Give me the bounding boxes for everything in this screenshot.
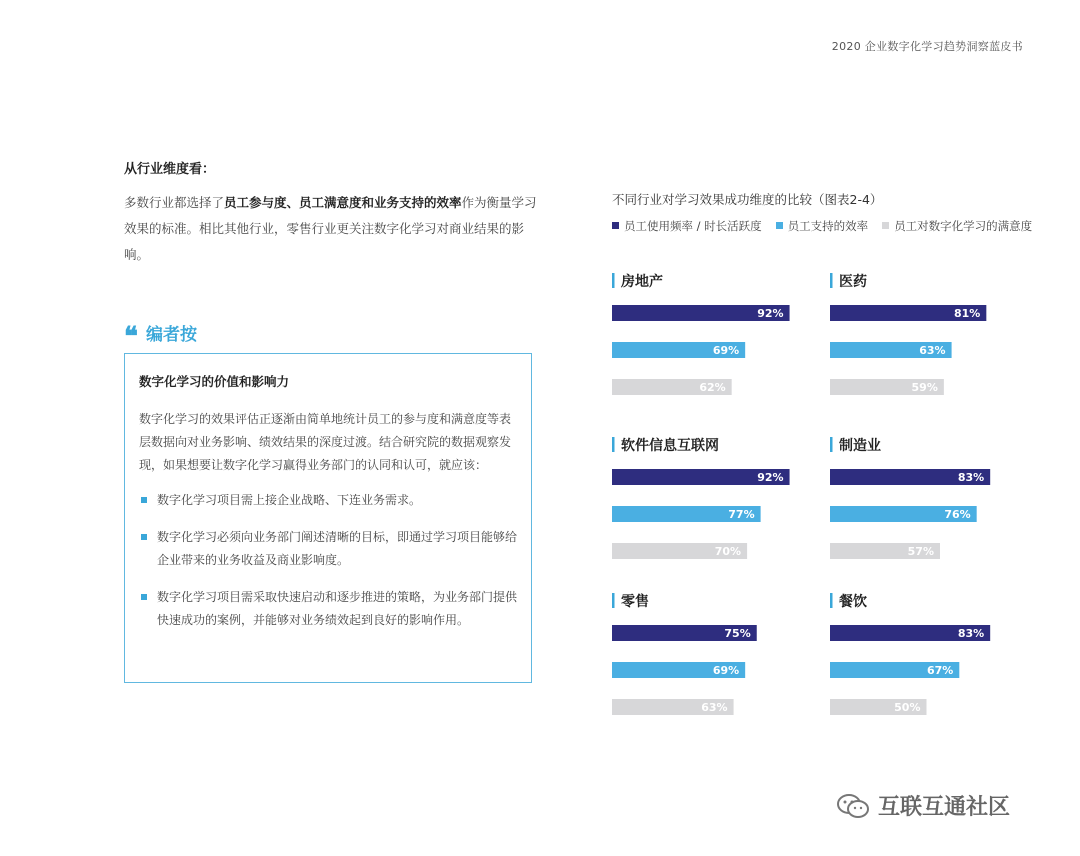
bar-value-label: 77%	[728, 508, 755, 521]
panel-category-label: 零售	[621, 594, 649, 610]
section-heading: 从行业维度看：	[124, 162, 216, 177]
page-header-title: 2020 企业数字化学习趋势洞察蓝皮书	[831, 40, 1023, 53]
chart-panel	[612, 273, 790, 395]
watermark-text: 互联互通社区	[878, 795, 1011, 820]
wechat-icon	[836, 792, 870, 820]
bar-value-label: 59%	[911, 381, 938, 394]
editor-note-label: 编者按	[146, 325, 197, 345]
bar-value-label: 63%	[701, 701, 728, 714]
chart-panel	[612, 593, 757, 715]
chart-panel	[830, 593, 990, 715]
bar-value-label: 70%	[714, 545, 742, 558]
bar-value-label: 57%	[907, 545, 935, 558]
legend-label: 员工使用频率 / 时长活跃度	[624, 219, 762, 233]
bar-value-label: 92%	[757, 307, 784, 320]
panel-marker	[830, 273, 833, 288]
bar-value-label: 50%	[894, 701, 921, 714]
legend-label: 员工支持的效率	[787, 219, 869, 233]
bullet-text: 数字化学习项目需上接企业战略、下连业务需求。	[157, 493, 422, 507]
panel-category-label: 餐饮	[839, 594, 867, 610]
legend-label: 员工对数字化学习的满意度	[894, 219, 1033, 233]
panel-marker	[612, 273, 615, 288]
bar-value-label: 69%	[712, 664, 740, 677]
panel-marker	[612, 593, 615, 608]
box-title: 数字化学习的价值和影响力	[139, 374, 290, 389]
bar-value-label: 81%	[953, 307, 981, 320]
watermark	[836, 790, 1010, 821]
chart-title: 不同行业对学习效果成功维度的比较（图表2-4）	[612, 192, 883, 207]
bar-value-label: 75%	[724, 627, 751, 640]
panel-marker	[830, 593, 833, 608]
intro-bold-text: 员工参与度、员工满意度和业务支持的效率	[224, 195, 462, 210]
bullet-text: 数字化学习项目需采取快速启动和逐步推进的策略，为业务部门提供快速成功的案例，并能够对业务绩效起到良好的影响作用。	[157, 590, 518, 627]
bar-value-label: 62%	[699, 381, 726, 394]
chart-panel	[612, 437, 790, 559]
chart-panel	[830, 273, 986, 395]
bullet-text: 数字化学习必须向业务部门阐述清晰的目标，即通过学习项目能够给企业带来的业务收益及商业影响度。	[157, 530, 518, 567]
box-paragraph: 数字化学习的效果评估正逐渐由简单地统计员工的参与度和满意度等表层数据向对业务影响、绩效结果的深度过渡。结合研究院的数据观察发现，如果想要让数字化学习赢得业务部门的认同和认可，就应该：	[139, 412, 512, 472]
bar-value-label: 63%	[919, 344, 946, 357]
intro-text-2: 作为衡量学习效果的标准。相比其他行业，零售行业更关注数字化学习对商业结果的影响。	[124, 195, 537, 262]
bar-value-label: 83%	[957, 627, 985, 640]
chart-panel	[830, 437, 990, 559]
bar-value-label: 92%	[757, 471, 784, 484]
bar-value-label: 83%	[957, 471, 985, 484]
panel-category-label: 房地产	[621, 274, 663, 290]
bar-value-label: 69%	[712, 344, 740, 357]
panel-category-label: 医药	[839, 274, 867, 290]
quote-icon: ❝	[124, 322, 138, 352]
panel-marker	[830, 437, 833, 452]
bar-value-label: 76%	[944, 508, 971, 521]
panel-marker	[612, 437, 615, 452]
intro-text-1: 多数行业都选择了	[124, 195, 225, 210]
bar-value-label: 67%	[926, 664, 954, 677]
panel-category-label: 制造业	[839, 438, 881, 454]
panel-category-label: 软件信息互联网	[621, 438, 719, 454]
